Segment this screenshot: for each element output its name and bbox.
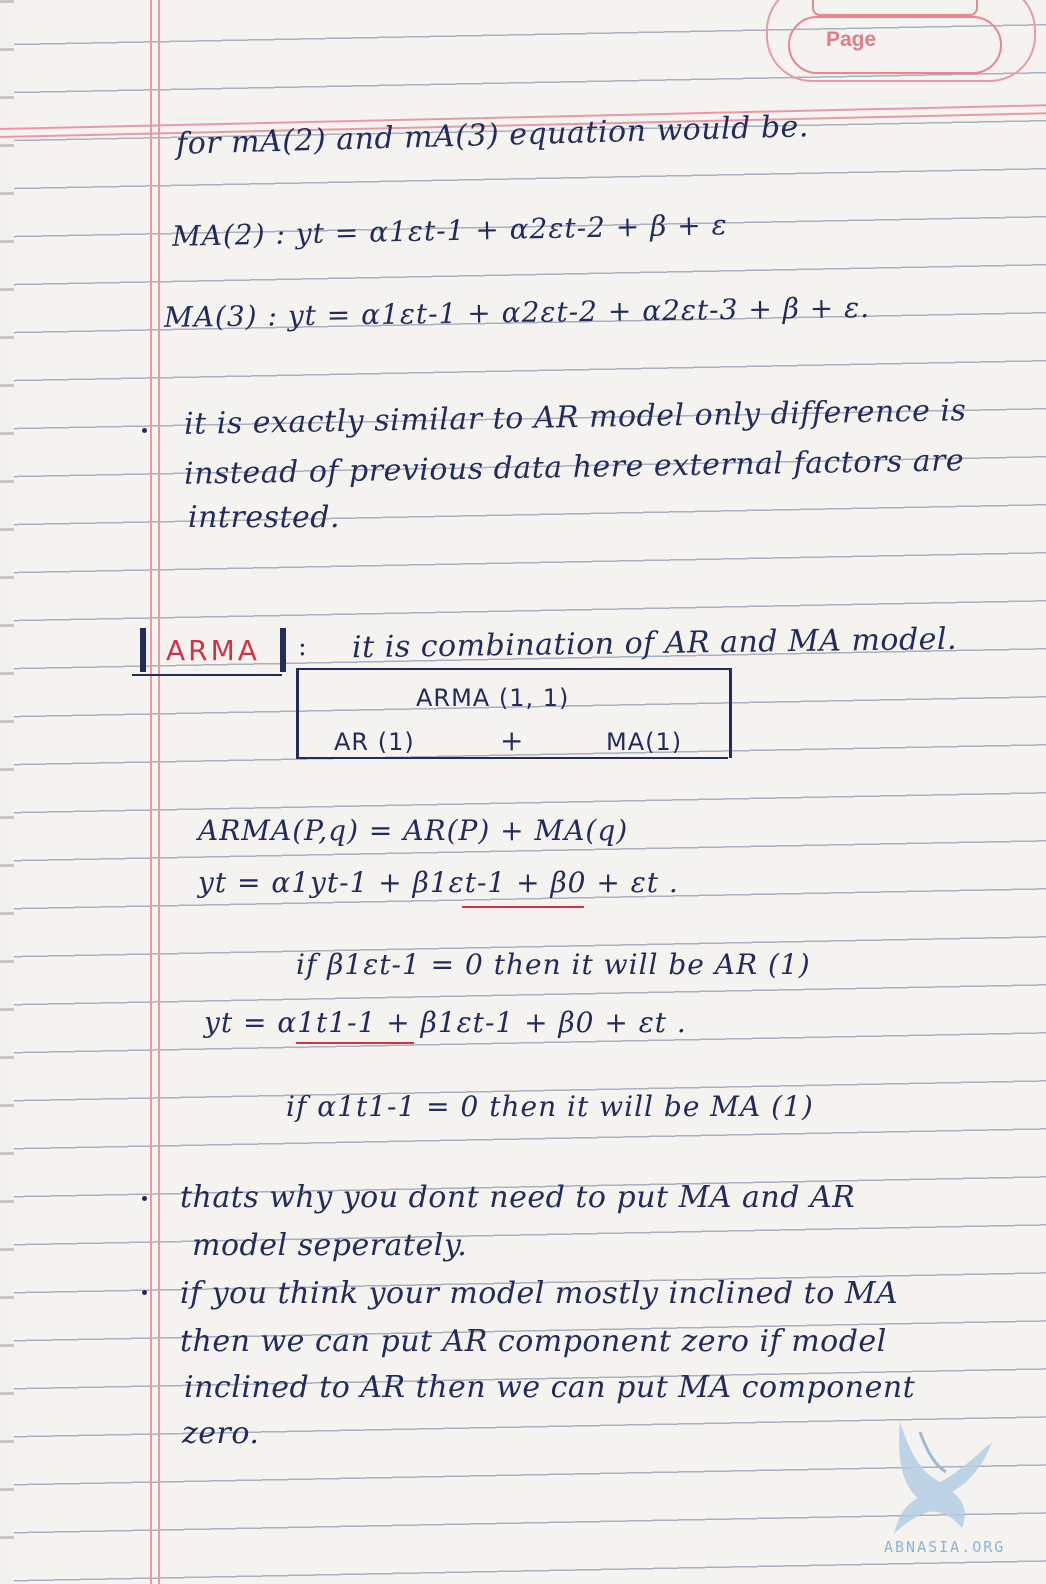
ma2-equation: MA(2) : yt = α1εt-1 + α2εt-2 + β + ε <box>171 208 728 253</box>
red-underline <box>296 1042 414 1044</box>
date-field <box>812 0 978 16</box>
arma-definition: it is combination of AR and MA model. <box>351 621 958 666</box>
bullet-dot <box>142 428 147 433</box>
margin-line <box>158 0 160 1584</box>
intro-line: for mA(2) and mA(3) equation would be. <box>175 109 810 162</box>
bullet3-line3: inclined to AR then we can put MA component <box>184 1370 916 1405</box>
bullet3-line1: if you think your model mostly inclined to MA <box>180 1276 899 1311</box>
margin-line <box>150 0 152 1584</box>
bullet1-line3: intrested. <box>188 500 341 535</box>
arma-underline <box>132 674 282 676</box>
bullet-dot <box>142 1290 147 1295</box>
bullet2-line1: thats why you dont need to put MA and AR <box>180 1180 856 1215</box>
arma-colon: : <box>298 632 307 662</box>
bullet2-line2: model seperately. <box>192 1228 468 1263</box>
page-label: Page <box>826 28 877 51</box>
bullet3-line4: zero. <box>182 1416 260 1451</box>
bullet3-line2: then we can put AR component zero if model <box>180 1324 887 1359</box>
watermark-text: ABNASIA.ORG <box>884 1538 1006 1556</box>
red-underline <box>462 906 584 908</box>
yt-alt-equation: yt = α1t1-1 + β1εt-1 + β0 + εt . <box>204 1006 687 1039</box>
box-plus: + <box>500 724 525 757</box>
bullet1-line1: it is exactly similar to AR model only difference is <box>183 393 967 442</box>
griffin-logo-icon <box>880 1412 1000 1542</box>
arma-heading: ARMA <box>166 634 260 667</box>
box-ma: MA(1) <box>606 728 683 756</box>
arma-box-base <box>296 757 728 759</box>
condition-ma: if α1t1-1 = 0 then it will be MA (1) <box>286 1090 814 1123</box>
condition-ar: if β1εt-1 = 0 then it will be AR (1) <box>296 948 811 981</box>
bullet1-line2: instead of previous data here external factors are <box>183 443 965 492</box>
binding-edge <box>0 0 14 1584</box>
box-title: ARMA (1, 1) <box>416 684 570 712</box>
bullet-dot <box>142 1196 147 1201</box>
yt-full-equation: yt = α1yt-1 + β1εt-1 + β0 + εt . <box>198 866 679 899</box>
arma-pq-equation: ARMA(P,q) = AR(P) + MA(q) <box>198 814 629 847</box>
page-number-field <box>788 16 1002 74</box>
ma3-equation: MA(3) : yt = α1εt-1 + α2εt-2 + α2εt-3 + β + ε. <box>163 291 871 334</box>
box-ar: AR (1) <box>334 728 415 756</box>
